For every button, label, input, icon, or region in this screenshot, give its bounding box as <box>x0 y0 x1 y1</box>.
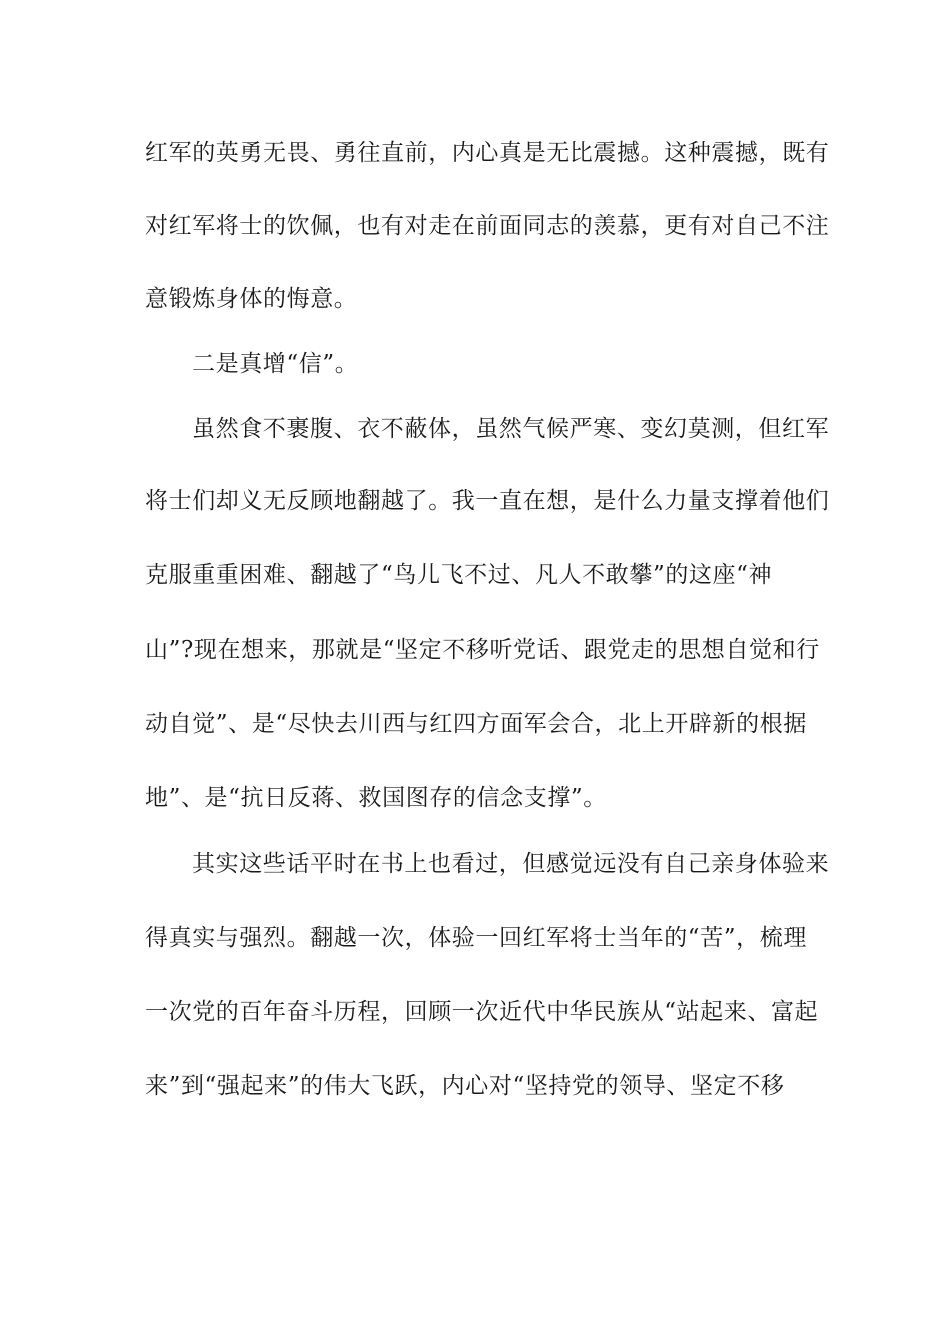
text-line-12: 得真实与强烈。翻越一次，体验一回红军将士当年的“苦”，梳理 <box>145 925 807 951</box>
text-line-10: 地”、是“抗日反蒋、救国图存的信念支撑”。 <box>145 785 607 811</box>
text-line-13: 一次党的百年奋斗历程，回顾一次近代中华民族从“站起来、富起 <box>145 999 819 1025</box>
section-heading: 二是真增“信”。 <box>192 351 359 377</box>
text-line-11: 其实这些话平时在书上也看过，但感觉远没有自己亲身体验来 <box>192 851 830 877</box>
text-line-3: 意锻炼身体的悔意。 <box>145 286 358 312</box>
text-line-6: 将士们却义无反顾地翻越了。我一直在想，是什么力量支撑着他们 <box>145 488 830 514</box>
text-line-14: 来”到“强起来”的伟大飞跃，内心对“坚持党的领导、坚定不移 <box>145 1073 785 1099</box>
text-line-7: 克服重重困难、翻越了“鸟儿飞不过、凡人不敢攀”的这座“神 <box>145 562 773 588</box>
text-line-1: 红军的英勇无畏、勇往直前，内心真是无比震撼。这种震撼，既有 <box>145 140 830 166</box>
text-line-5: 虽然食不裹腹、衣不蔽体，虽然气候严寒、变幻莫测，但红军 <box>192 416 830 442</box>
text-line-9: 动自觉”、是“尽快去川西与红四方面军会合，北上开辟新的根据 <box>145 711 807 737</box>
text-line-8: 山”?现在想来，那就是“坚定不移听党话、跟党走的思想自觉和行 <box>145 637 820 663</box>
text-line-2: 对红军将士的饮佩，也有对走在前面同志的羡慕，更有对自己不注 <box>145 213 830 239</box>
